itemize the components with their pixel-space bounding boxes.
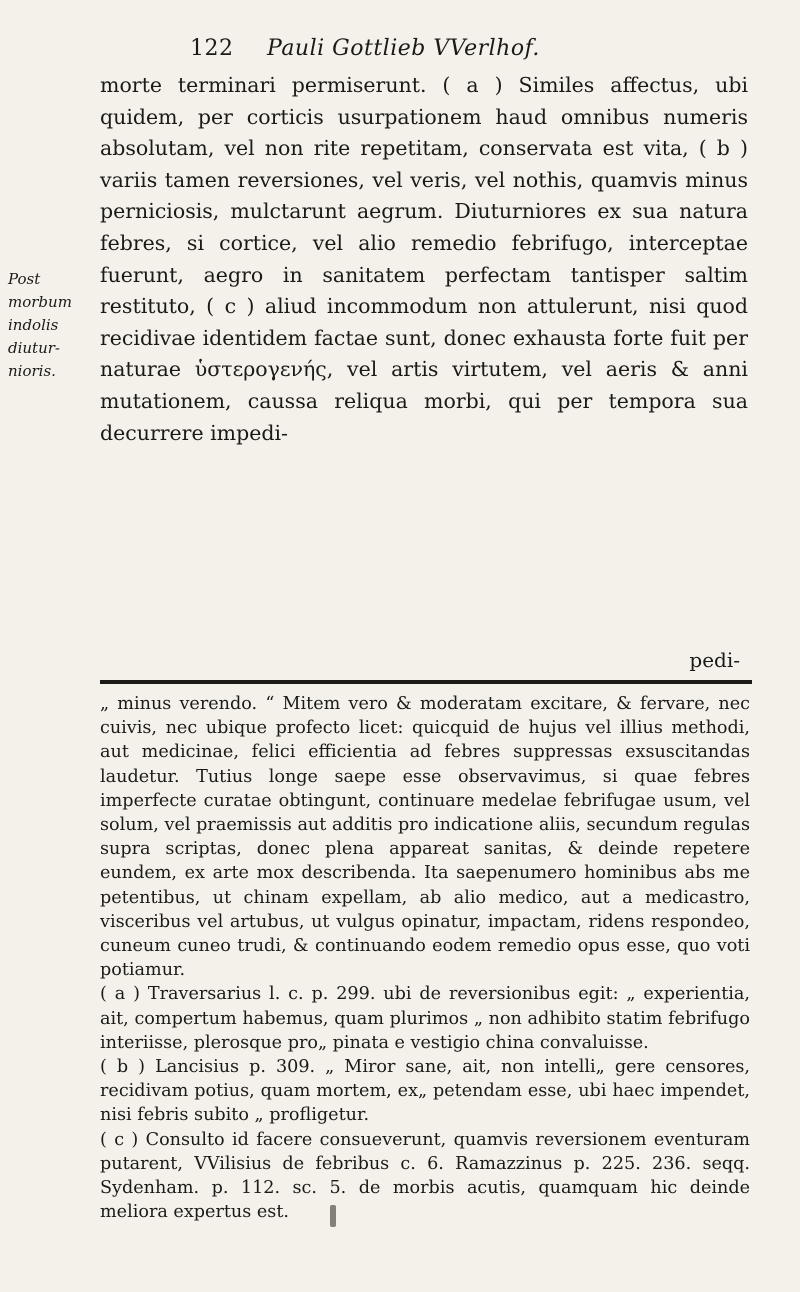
running-header <box>190 36 690 66</box>
footnote-a: ( a ) Traversarius l. c. p. 299. ubi de reversionibus egit: „ experientia, ait, compertum habemus, quam plurimos „ non adhibito statim febrifugo interiisse, plerosque pro„ pinata e vestigio china convaluisse. <box>100 984 750 1053</box>
margin-note-line: indolis <box>8 316 59 334</box>
footnote-c: ( c ) Consulto id facere consueverunt, quamvis reversionem eventuram putarent, VVilisius de febribus c. 6. Ramazzinus p. 225. 236. seqq. Sydenham. p. 112. sc. 5. de morbis acutis, quamquam hic deinde meliora expertus est. <box>100 1129 750 1223</box>
catchword: pedi- <box>689 648 740 672</box>
footnote-divider <box>100 680 752 684</box>
margin-note-line: nioris. <box>8 362 56 380</box>
footnote-b: ( b ) Lancisius p. 309. „ Miror sane, ait, non intelli„ gere censores, recidivam potius, quam mortem, ex„ petendam esse, ubi haec impendet, nisi febris subito „ profligetur. <box>100 1057 750 1126</box>
main-text-block <box>100 70 748 449</box>
margin-note-line: morbum <box>8 293 72 311</box>
margin-note-line: diutur- <box>8 339 60 357</box>
page-number: 122 <box>190 36 234 61</box>
footnote-continuation <box>100 692 750 1224</box>
margin-note-line: Post <box>8 270 41 288</box>
ink-mark <box>330 1205 336 1227</box>
main-paragraph: morte terminari permiserunt. ( a ) Similes affectus, ubi quidem, per corticis usurpationem haud omnibus numeris absolutam, vel non rite repetitam, conservata est vita, ( b ) variis tamen reversiones, vel veris, vel nothis, quamvis minus perniciosis, mulctarunt aegrum. Diuturniores ex sua natura febres, si cortice, vel alio remedio febrifugo, interceptae fuerunt, aegro in sanitatem perfectam tantisper saltim restituto, ( c ) aliud incommodum non attulerunt, nisi quod recidivae identidem factae sunt, donec exhausta forte fuit per naturae ὑστερογενής, vel artis virtutem, vel aeris & anni mutationem, caussa reliqua morbi, qui per tempora sua decurrere impedi- <box>100 73 748 445</box>
margin-note <box>8 268 72 383</box>
continued-note-paragraph: „ minus verendo. “ Mitem vero & moderatam excitare, & fervare, nec cuivis, nec ubique profecto licet: quicquid de hujus vel illius methodi, aut medicinae, felici efficientia ad febres suppressas exsuscitandas laudetur. Tutius longe saepe esse observavimus, si quae febres imperfecte curatae obtingunt, continuare medelae febrifugae usum, vel solum, vel praemissis aut additis pro indicatione aliis, secundum regulas supra scriptas, donec plena appareat sanitas, & deinde repetere eundem, ex arte mox describenda. Ita saepenumero hominibus abs me petentibus, ut chinam expellam, ab alio medico, aut a medicastro, visceribus vel artubus, ut vulgus opinatur, impactam, ridens respondeo, cuneum cuneo trudi, & continuando eodem remedio opus esse, quo voti potiamur. <box>100 694 750 981</box>
running-title: Pauli Gottlieb VVerlhof. <box>267 36 540 61</box>
